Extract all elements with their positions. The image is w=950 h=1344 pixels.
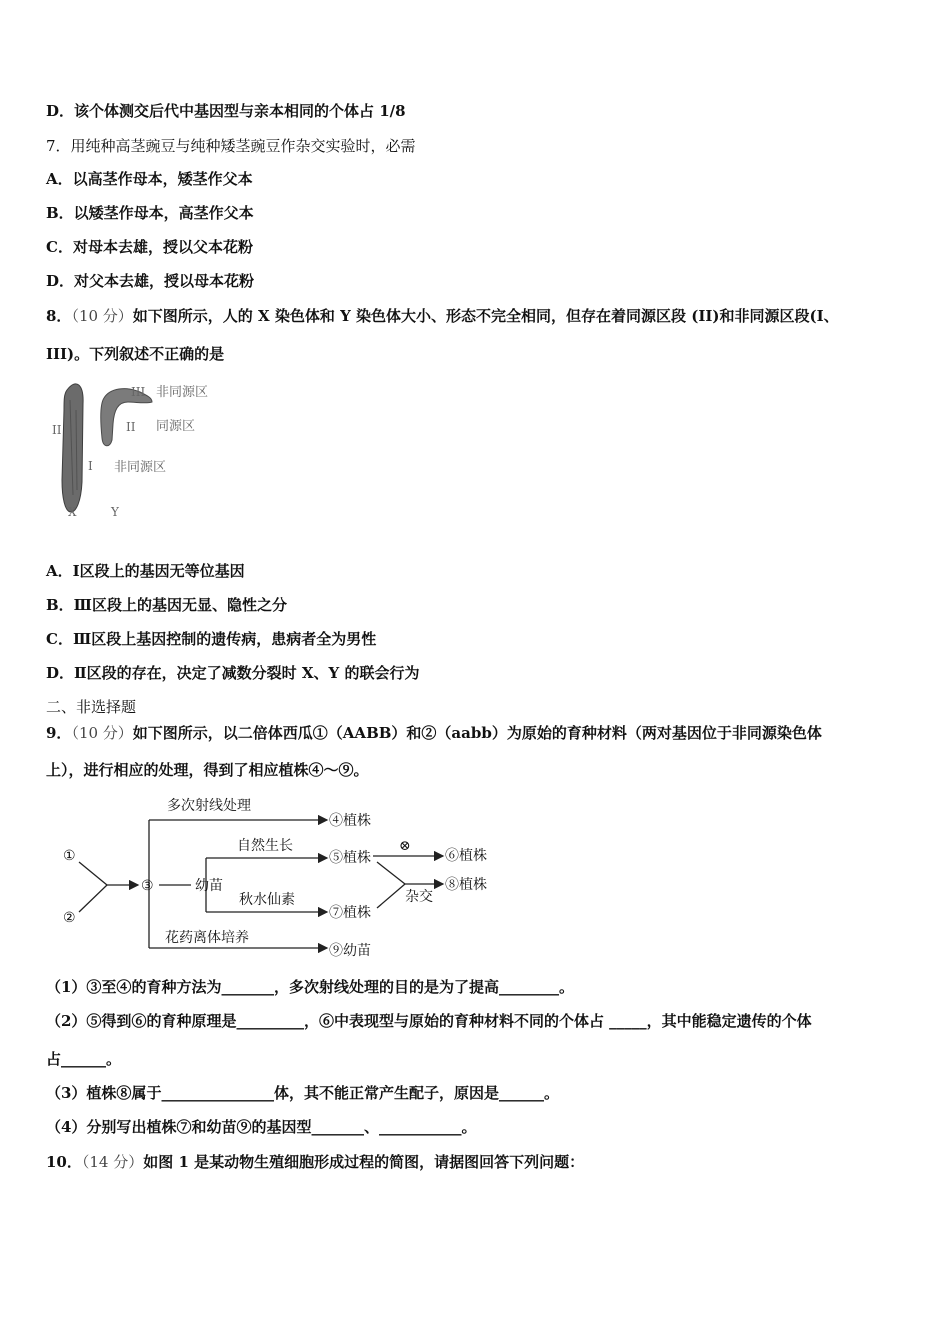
q8-option-d: D．Ⅱ区段的存在，决定了减数分裂时 X、Y 的联会行为: [46, 664, 420, 682]
cross-label: 杂交: [405, 889, 433, 905]
result-8: ⑧植株: [445, 877, 487, 893]
q9-sub2-line1: （2）⑤得到⑥的育种原理是_________，⑥中表现型与原始的育种材料不同的个体占 _____，其中能稳定遗传的个体: [46, 1012, 812, 1030]
node-seedling: 幼苗: [195, 878, 223, 894]
q7-option-a: A．以高茎作母本，矮茎作父本: [46, 170, 253, 188]
q7-stem: 7．用纯种高茎豌豆与纯种矮茎豌豆作杂交实验时，必需: [46, 137, 416, 155]
label-iii-text: 非同源区: [156, 385, 209, 400]
q7-option-d: D．对父本去雄，授以母本花粉: [46, 272, 255, 290]
label-ii-text: 同源区: [156, 419, 196, 434]
result-6: ⑥植株: [445, 848, 487, 864]
q9-stem-line2: 上），进行相应的处理，得到了相应植株④～⑨。: [46, 761, 369, 779]
result-9: ⑨幼苗: [329, 943, 371, 959]
q10-number: 10．: [46, 1153, 82, 1171]
q10-score: （14 分）: [81, 1153, 144, 1171]
q10-stem-text: 如图 1 是某动物生殖细胞形成过程的简图，请据图回答下列问题：: [143, 1153, 585, 1171]
label-ii: II: [126, 420, 136, 434]
result-5: ⑤植株: [329, 850, 371, 866]
node-2: ②: [63, 910, 76, 926]
q9-sub4: （4）分别写出植株⑦和幼苗⑨的基因型_______、___________。: [46, 1118, 477, 1136]
q8-option-a: A．Ⅰ区段上的基因无等位基因: [46, 562, 245, 580]
q8-number: 8．: [46, 307, 72, 325]
q8-score: （10 分）: [71, 307, 133, 325]
label-y: Y: [111, 505, 119, 519]
process-anther: 花药离体培养: [165, 930, 249, 946]
result-4: ④植株: [329, 813, 371, 829]
q9-score: （10 分）: [71, 724, 133, 742]
self-symbol: ⊗: [399, 838, 411, 854]
result-7: ⑦植株: [329, 905, 371, 921]
q9-sub3: （3）植株⑧属于_______________体，其不能正常产生配子，原因是______。: [46, 1084, 559, 1102]
q8-option-b: B．Ⅲ区段上的基因无显、隐性之分: [46, 596, 287, 614]
process-radiation: 多次射线处理: [167, 798, 251, 814]
label-i: I: [88, 459, 93, 473]
q8-stem-line2: III)。下列叙述不正确的是: [46, 345, 225, 363]
q10-stem: [46, 1152, 584, 1172]
q9-stem-line1: [46, 723, 822, 743]
process-natural: 自然生长: [237, 838, 293, 854]
q8-stem-line1: [46, 306, 839, 326]
breeding-diagram: [55, 790, 515, 965]
q7-option-c: C．对母本去雄，授以父本花粉: [46, 238, 253, 256]
label-i-text: 非同源区: [114, 460, 167, 475]
node-1: ①: [63, 848, 76, 864]
q9-sub1: （1）③至④的育种方法为_______，多次射线处理的目的是为了提高________。: [46, 978, 574, 996]
q8-stem-text: 如下图所示，人的 X 染色体和 Y 染色体大小、形态不完全相同，但存在着同源区段 (II)和非同源区段(I、: [132, 307, 839, 325]
q8-option-c: C．Ⅲ区段上基因控制的遗传病，患病者全为男性: [46, 630, 377, 648]
chromosome-figure: [40, 370, 240, 530]
section-heading: 二、非选择题: [46, 698, 137, 716]
node-3: ③: [141, 878, 154, 894]
label-x: X: [68, 505, 77, 519]
q7-option-b: B．以矮茎作母本，高茎作父本: [46, 204, 254, 222]
label-iii: III: [131, 385, 146, 399]
label-ii-left: II: [52, 423, 62, 437]
q9-stem-text: 如下图所示，以二倍体西瓜①（AABB）和②（aabb）为原始的育种材料（两对基因位于非同源染色体: [132, 724, 822, 742]
q9-number: 9．: [46, 724, 72, 742]
process-colchicine: 秋水仙素: [239, 892, 295, 908]
q6-option-d: D．该个体测交后代中基因型与亲本相同的个体占 1/8: [46, 102, 406, 120]
q9-sub2-line2: 占______。: [46, 1050, 122, 1068]
